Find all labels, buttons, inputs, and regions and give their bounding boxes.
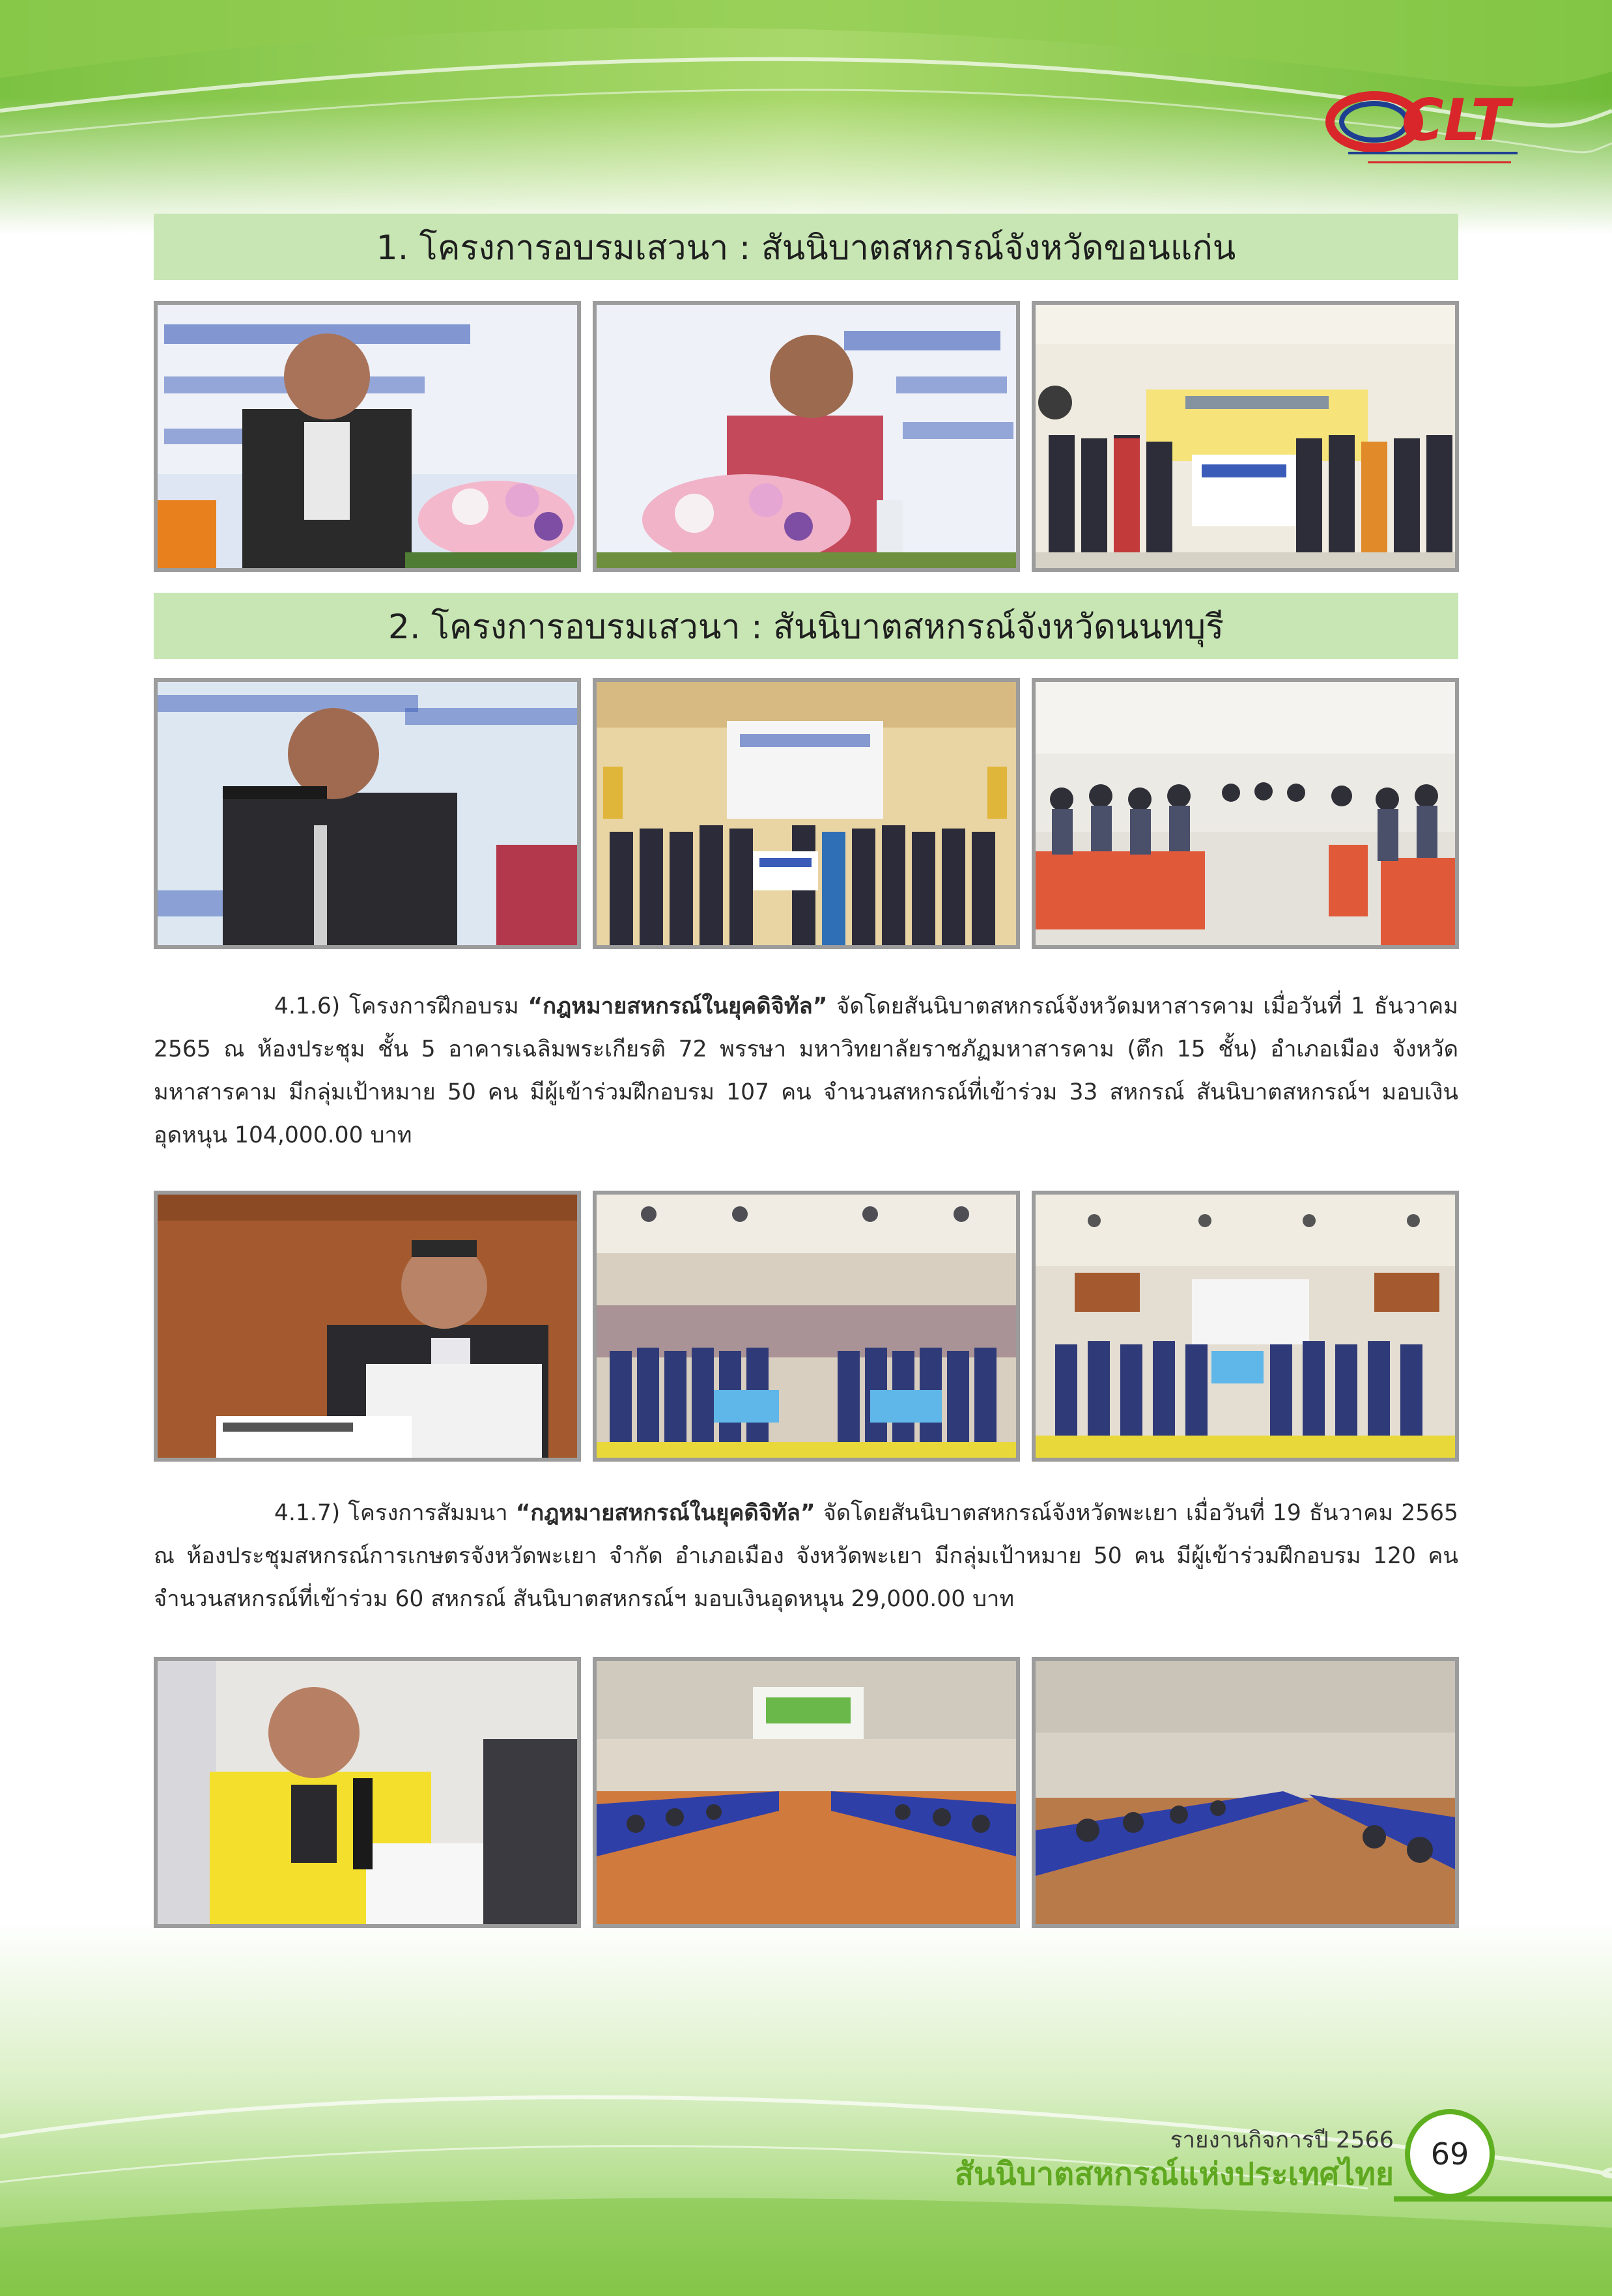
footer-report-title: รายงานกิจการปี 2566 — [1170, 2127, 1394, 2153]
photo-speaker-khonkaen-2 — [593, 301, 1020, 572]
footer-organization: สันนิบาตสหกรณ์แห่งประเทศไทย — [954, 2156, 1394, 2192]
photo-group-nonthaburi — [593, 678, 1020, 949]
photo-group-khonkaen — [1032, 301, 1459, 572]
paragraph-bold-title: “กฎหมายสหกรณ์ในยุคดิจิทัล” — [528, 993, 828, 1019]
page-number-badge — [1405, 2109, 1495, 2199]
page-number: 69 — [1430, 2136, 1469, 2172]
photo-group-mahasarakham-1 — [593, 1191, 1020, 1462]
photo-group-mahasarakham-2 — [1032, 1191, 1459, 1462]
photo-audience-nonthaburi — [1032, 678, 1459, 949]
section-title-2 — [154, 593, 1458, 659]
paragraph-bold-title: “กฎหมายสหกรณ์ในยุคดิจิทัล” — [515, 1500, 815, 1526]
paragraph-body: จัดโดยสันนิบาตสหกรณ์จังหวัดพะเยา เมื่อวันที่ 19 ธันวาคม 2565 ณ ห้องประชุมสหกรณ์การเกษตรจังหวัดพะเยา จำกัด อำเภอเมือง จังหวัดพะเยา มีกลุ่มเป้าหมาย 50 คน มีผู้เข้าร่วมฝึกอบรม 120 คน จำนวนสหกรณ์ที่เข้าร่วม 60 สหกรณ์ สันนิบาตสหกรณ์ฯ มอบเงินอุดหนุน 29,000.00 บาท — [154, 1500, 1458, 1612]
paragraph-body: จัดโดยสันนิบาตสหกรณ์จังหวัดมหาสารคาม เมื่อวันที่ 1 ธันวาคม 2565 ณ ห้องประชุม ชั้น 5 อาคารเฉลิมพระเกียรติ 72 พรรษา มหาวิทยาลัยราชภัฏมหาสารคาม (ตึก 15 ชั้น) อำเภอเมือง จังหวัดมหาสารคาม มีกลุ่มเป้าหมาย 50 คน มีผู้เข้าร่วมฝึกอบรม 107 คน จำนวนสหกรณ์ที่เข้าร่วม 33 สหกรณ์ สันนิบาตสหกรณ์ฯ มอบเงินอุดหนุน 104,000.00 บาท — [154, 993, 1458, 1148]
section-title-text: 1. โครงการอบรมเสวนา : สันนิบาตสหกรณ์จังหวัดขอนแก่น — [376, 228, 1236, 268]
footer-divider — [1394, 2196, 1612, 2202]
photo-speaker-mahasarakham — [154, 1191, 581, 1462]
paragraph-4-1-7 — [154, 1492, 1458, 1621]
photo-speaker-nonthaburi — [154, 678, 581, 949]
paragraph-prefix: 4.1.6) โครงการฝึกอบรม — [274, 993, 528, 1019]
photo-hall-phayao-1 — [593, 1657, 1020, 1928]
photo-hall-phayao-2 — [1032, 1657, 1459, 1928]
photo-speaker-khonkaen-1 — [154, 301, 581, 572]
section-title-1 — [154, 214, 1458, 280]
paragraph-4-1-6 — [154, 985, 1458, 1157]
photo-speaker-phayao — [154, 1657, 581, 1928]
footer-wave-background — [0, 1921, 1612, 2296]
clt-logo — [1322, 81, 1531, 173]
section-title-text: 2. โครงการอบรมเสวนา : สันนิบาตสหกรณ์จังหวัดนนทบุรี — [388, 607, 1224, 647]
logo-text: CLT — [1402, 87, 1510, 154]
paragraph-prefix: 4.1.7) โครงการสัมมนา — [274, 1500, 516, 1526]
